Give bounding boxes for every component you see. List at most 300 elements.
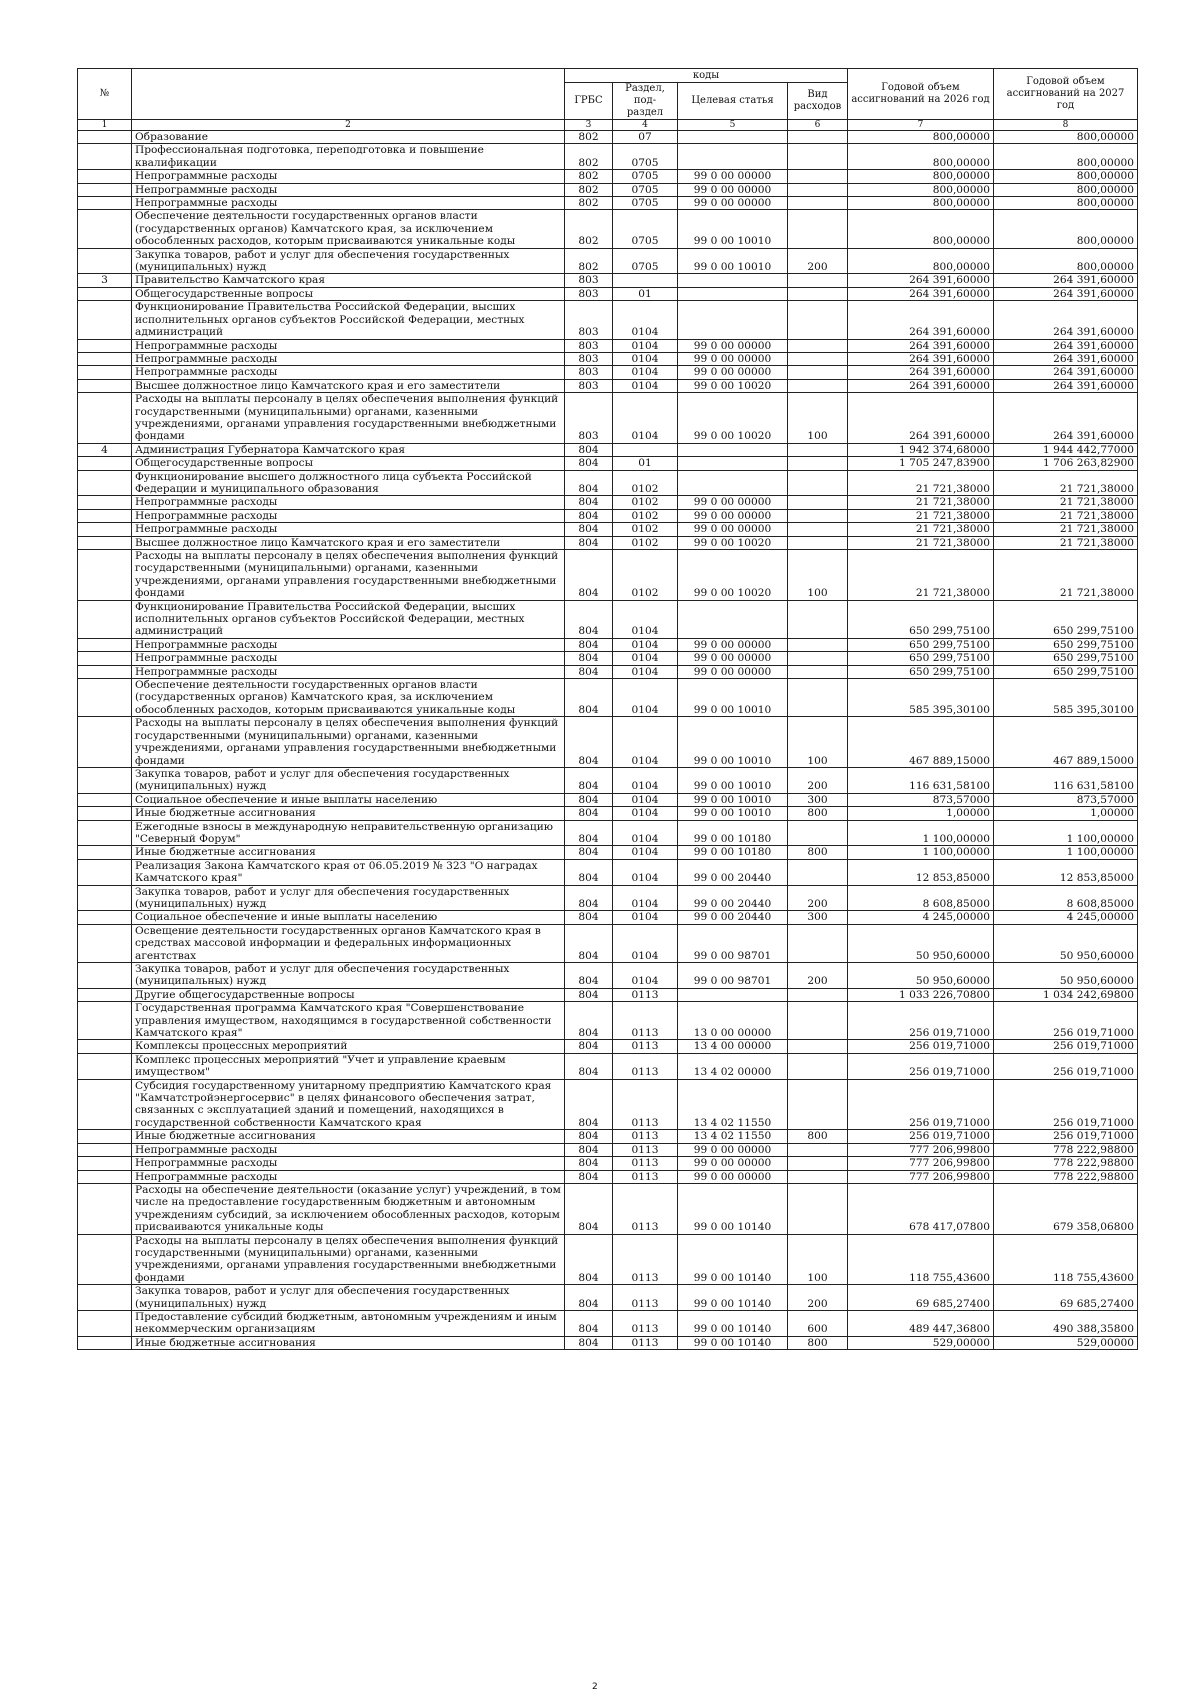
row-grbs: 804 xyxy=(565,443,613,456)
row-name: Правительство Камчатского края xyxy=(132,274,565,287)
row-section: 0104 xyxy=(613,924,678,962)
row-section: 0102 xyxy=(613,550,678,601)
row-grbs: 803 xyxy=(565,339,613,352)
row-target: 99 0 00 10010 xyxy=(678,679,788,717)
row-target: 99 0 00 10010 xyxy=(678,767,788,793)
row-kind: 800 xyxy=(788,1336,848,1349)
row-2027: 256 019,71000 xyxy=(994,1002,1138,1040)
row-2027: 256 019,71000 xyxy=(994,1130,1138,1143)
row-2027: 800,00000 xyxy=(994,210,1138,248)
row-2026: 264 391,60000 xyxy=(848,393,994,444)
row-number xyxy=(78,638,132,651)
page-number: 2 xyxy=(592,1682,598,1692)
row-kind: 200 xyxy=(788,1285,848,1311)
row-grbs: 804 xyxy=(565,859,613,885)
row-section: 0104 xyxy=(613,846,678,859)
row-number xyxy=(78,170,132,183)
table-row xyxy=(78,131,1138,144)
table-row xyxy=(78,197,1138,210)
table-row xyxy=(78,1053,1138,1079)
row-section: 07 xyxy=(613,131,678,144)
row-2027: 778 222,98800 xyxy=(994,1170,1138,1183)
row-number xyxy=(78,509,132,522)
row-number xyxy=(78,988,132,1001)
row-2026: 50 950,60000 xyxy=(848,924,994,962)
row-target: 99 0 00 00000 xyxy=(678,638,788,651)
row-2026: 1 705 247,83900 xyxy=(848,457,994,470)
row-kind xyxy=(788,210,848,248)
row-grbs: 802 xyxy=(565,144,613,170)
row-section: 0113 xyxy=(613,1002,678,1040)
row-number xyxy=(78,924,132,962)
row-name: Освещение деятельности государственных органов Камчатского края в средствах массовой информации и федеральных информационных агентствах xyxy=(132,924,565,962)
row-name: Другие общегосударственные вопросы xyxy=(132,988,565,1001)
row-2026: 264 391,60000 xyxy=(848,366,994,379)
row-number xyxy=(78,470,132,496)
row-name: Закупка товаров, работ и услуг для обеспечения государственных (муниципальных) нужд xyxy=(132,767,565,793)
row-kind: 800 xyxy=(788,846,848,859)
row-2027: 650 299,75100 xyxy=(994,665,1138,678)
row-2026: 12 853,85000 xyxy=(848,859,994,885)
row-2026: 21 721,38000 xyxy=(848,496,994,509)
table-row xyxy=(78,393,1138,444)
row-number xyxy=(78,287,132,300)
row-name: Непрограммные расходы xyxy=(132,170,565,183)
table-row xyxy=(78,443,1138,456)
row-section: 0705 xyxy=(613,197,678,210)
table-row xyxy=(78,509,1138,522)
row-kind xyxy=(788,1143,848,1156)
row-grbs: 804 xyxy=(565,457,613,470)
row-number xyxy=(78,393,132,444)
row-name: Иные бюджетные ассигнования xyxy=(132,1130,565,1143)
row-2026: 800,00000 xyxy=(848,248,994,274)
row-2027: 21 721,38000 xyxy=(994,523,1138,536)
row-section: 0104 xyxy=(613,339,678,352)
row-grbs: 804 xyxy=(565,1053,613,1079)
header-target: Целевая статья xyxy=(678,83,788,120)
row-2026: 650 299,75100 xyxy=(848,600,994,638)
row-kind xyxy=(788,1183,848,1234)
row-2027: 585 395,30100 xyxy=(994,679,1138,717)
colnum: 7 xyxy=(848,120,994,131)
row-kind xyxy=(788,183,848,196)
row-2026: 4 245,00000 xyxy=(848,911,994,924)
table-row xyxy=(78,170,1138,183)
row-name: Предоставление субсидий бюджетным, автономным учреждениям и иным некоммерческим организациям xyxy=(132,1310,565,1336)
row-section: 0113 xyxy=(613,1170,678,1183)
table-row xyxy=(78,550,1138,601)
row-2026: 800,00000 xyxy=(848,183,994,196)
row-kind xyxy=(788,652,848,665)
row-grbs: 802 xyxy=(565,183,613,196)
row-2027: 8 608,85000 xyxy=(994,885,1138,911)
row-section: 0104 xyxy=(613,911,678,924)
row-name: Высшее должностное лицо Камчатского края и его заместители xyxy=(132,379,565,392)
row-number xyxy=(78,885,132,911)
row-grbs: 803 xyxy=(565,379,613,392)
row-2026: 264 391,60000 xyxy=(848,287,994,300)
row-number xyxy=(78,550,132,601)
row-name: Непрограммные расходы xyxy=(132,366,565,379)
row-grbs: 804 xyxy=(565,885,613,911)
row-section: 01 xyxy=(613,457,678,470)
table-row xyxy=(78,679,1138,717)
row-kind: 100 xyxy=(788,717,848,768)
colnum: 3 xyxy=(565,120,613,131)
row-target: 99 0 00 10140 xyxy=(678,1336,788,1349)
row-kind: 200 xyxy=(788,767,848,793)
row-number: 4 xyxy=(78,443,132,456)
table-row xyxy=(78,665,1138,678)
row-target: 99 0 00 10020 xyxy=(678,393,788,444)
row-target: 99 0 00 10020 xyxy=(678,379,788,392)
row-name: Непрограммные расходы xyxy=(132,1143,565,1156)
row-target: 99 0 00 10180 xyxy=(678,820,788,846)
row-number xyxy=(78,1079,132,1130)
table-row xyxy=(78,652,1138,665)
row-target: 99 0 00 00000 xyxy=(678,366,788,379)
row-target: 99 0 00 10140 xyxy=(678,1285,788,1311)
row-2027: 800,00000 xyxy=(994,197,1138,210)
colnum: 2 xyxy=(132,120,565,131)
row-section: 0104 xyxy=(613,820,678,846)
row-number xyxy=(78,911,132,924)
table-row xyxy=(78,859,1138,885)
colnum: 8 xyxy=(994,120,1138,131)
row-2026: 800,00000 xyxy=(848,210,994,248)
row-grbs: 804 xyxy=(565,911,613,924)
row-2027: 264 391,60000 xyxy=(994,287,1138,300)
row-target: 99 0 00 00000 xyxy=(678,352,788,365)
row-2026: 21 721,38000 xyxy=(848,509,994,522)
row-grbs: 803 xyxy=(565,274,613,287)
row-grbs: 802 xyxy=(565,248,613,274)
row-name: Субсидия государственному унитарному предприятию Камчатского края "Камчатстройэнергосервис" в целях финансового обеспечения затрат, связанных с эксплуатацией зданий и помещений, находящихся в государственной собственности Камчатского края xyxy=(132,1079,565,1130)
table-row xyxy=(78,457,1138,470)
row-section: 0102 xyxy=(613,496,678,509)
table-row xyxy=(78,379,1138,392)
row-grbs: 804 xyxy=(565,1336,613,1349)
row-2027: 873,57000 xyxy=(994,793,1138,806)
row-2026: 264 391,60000 xyxy=(848,379,994,392)
row-2027: 256 019,71000 xyxy=(994,1040,1138,1053)
row-section: 0705 xyxy=(613,248,678,274)
row-section: 0113 xyxy=(613,1183,678,1234)
row-number xyxy=(78,210,132,248)
row-name: Закупка товаров, работ и услуг для обеспечения государственных (муниципальных) нужд xyxy=(132,248,565,274)
row-number xyxy=(78,339,132,352)
row-grbs: 804 xyxy=(565,1130,613,1143)
table-row xyxy=(78,1040,1138,1053)
row-2027: 264 391,60000 xyxy=(994,393,1138,444)
row-2026: 1 942 374,68000 xyxy=(848,443,994,456)
row-kind: 600 xyxy=(788,1310,848,1336)
row-target: 99 0 00 10140 xyxy=(678,1234,788,1285)
row-target: 99 0 00 10010 xyxy=(678,807,788,820)
row-grbs: 804 xyxy=(565,470,613,496)
row-grbs: 804 xyxy=(565,1234,613,1285)
row-number xyxy=(78,366,132,379)
row-grbs: 803 xyxy=(565,366,613,379)
row-target: 13 4 02 00000 xyxy=(678,1053,788,1079)
row-kind xyxy=(788,665,848,678)
table-row xyxy=(78,1079,1138,1130)
row-grbs: 804 xyxy=(565,679,613,717)
row-number xyxy=(78,1310,132,1336)
row-2026: 650 299,75100 xyxy=(848,665,994,678)
row-grbs: 804 xyxy=(565,1170,613,1183)
table-row xyxy=(78,536,1138,549)
table-row xyxy=(78,496,1138,509)
table-row xyxy=(78,807,1138,820)
row-2027: 800,00000 xyxy=(994,170,1138,183)
row-section: 0102 xyxy=(613,523,678,536)
row-target: 99 0 00 00000 xyxy=(678,170,788,183)
row-target xyxy=(678,470,788,496)
row-2027: 800,00000 xyxy=(994,144,1138,170)
row-target: 99 0 00 10180 xyxy=(678,846,788,859)
table-row xyxy=(78,366,1138,379)
row-number xyxy=(78,1143,132,1156)
row-number xyxy=(78,1336,132,1349)
row-number xyxy=(78,144,132,170)
row-2027: 679 358,06800 xyxy=(994,1183,1138,1234)
row-number: 3 xyxy=(78,274,132,287)
row-grbs: 804 xyxy=(565,717,613,768)
row-name: Социальное обеспечение и иные выплаты населению xyxy=(132,793,565,806)
row-name: Обеспечение деятельности государственных органов власти (государственных органов) Камчатского края, за исключением обособленных расходов, которым присваиваются уникальные коды xyxy=(132,210,565,248)
row-grbs: 804 xyxy=(565,1285,613,1311)
row-2026: 800,00000 xyxy=(848,197,994,210)
row-number xyxy=(78,183,132,196)
row-section: 0104 xyxy=(613,352,678,365)
row-2026: 69 685,27400 xyxy=(848,1285,994,1311)
colnum: 6 xyxy=(788,120,848,131)
row-kind xyxy=(788,470,848,496)
row-kind xyxy=(788,1079,848,1130)
row-target: 99 0 00 98701 xyxy=(678,963,788,989)
row-section: 0104 xyxy=(613,807,678,820)
row-kind xyxy=(788,170,848,183)
row-2026: 1 100,00000 xyxy=(848,820,994,846)
row-name: Непрограммные расходы xyxy=(132,197,565,210)
row-section: 0113 xyxy=(613,1285,678,1311)
row-grbs: 804 xyxy=(565,963,613,989)
row-2026: 800,00000 xyxy=(848,170,994,183)
table-row xyxy=(78,793,1138,806)
row-number xyxy=(78,197,132,210)
colnum: 1 xyxy=(78,120,132,131)
row-2026: 21 721,38000 xyxy=(848,550,994,601)
row-grbs: 804 xyxy=(565,1183,613,1234)
row-target: 99 0 00 98701 xyxy=(678,924,788,962)
row-kind: 300 xyxy=(788,793,848,806)
table-row xyxy=(78,885,1138,911)
row-number xyxy=(78,496,132,509)
row-grbs: 803 xyxy=(565,301,613,339)
row-kind xyxy=(788,988,848,1001)
row-section: 0104 xyxy=(613,793,678,806)
row-grbs: 802 xyxy=(565,197,613,210)
row-2027: 4 245,00000 xyxy=(994,911,1138,924)
row-name: Обеспечение деятельности государственных органов власти (государственных органов) Камчатского края, за исключением обособленных расходов, которым присваиваются уникальные коды xyxy=(132,679,565,717)
row-kind: 200 xyxy=(788,885,848,911)
budget-table xyxy=(77,68,1138,1350)
row-kind xyxy=(788,352,848,365)
row-section: 0113 xyxy=(613,1310,678,1336)
row-section: 0104 xyxy=(613,393,678,444)
row-section: 0104 xyxy=(613,679,678,717)
row-grbs: 804 xyxy=(565,1040,613,1053)
row-2026: 264 391,60000 xyxy=(848,339,994,352)
table-row xyxy=(78,924,1138,962)
row-grbs: 804 xyxy=(565,652,613,665)
row-number xyxy=(78,717,132,768)
row-target: 13 0 00 00000 xyxy=(678,1002,788,1040)
row-2027: 264 391,60000 xyxy=(994,366,1138,379)
header-grbs: ГРБС xyxy=(565,83,613,120)
row-name: Расходы на выплаты персоналу в целях обеспечения выполнения функций государственными (муниципальными) органами, казенными учреждениями, органами управления государственными внебюджетными фондами xyxy=(132,550,565,601)
row-target: 99 0 00 10140 xyxy=(678,1183,788,1234)
row-2027: 1 706 263,82900 xyxy=(994,457,1138,470)
row-target: 99 0 00 10020 xyxy=(678,550,788,601)
row-2026: 118 755,43600 xyxy=(848,1234,994,1285)
row-kind xyxy=(788,144,848,170)
row-target: 99 0 00 10010 xyxy=(678,793,788,806)
row-name: Непрограммные расходы xyxy=(132,523,565,536)
row-grbs: 804 xyxy=(565,1310,613,1336)
row-target: 99 0 00 00000 xyxy=(678,665,788,678)
table-row xyxy=(78,1234,1138,1285)
header-2027: Годовой объем ассигнований на 2027 год xyxy=(994,69,1138,120)
row-section: 0104 xyxy=(613,859,678,885)
row-name: Иные бюджетные ассигнования xyxy=(132,1336,565,1349)
table-row xyxy=(78,1285,1138,1311)
row-grbs: 804 xyxy=(565,536,613,549)
row-section xyxy=(613,274,678,287)
row-number xyxy=(78,679,132,717)
row-number xyxy=(78,963,132,989)
row-target xyxy=(678,274,788,287)
row-number xyxy=(78,846,132,859)
row-section: 0102 xyxy=(613,536,678,549)
row-section: 0113 xyxy=(613,1079,678,1130)
row-name: Ежегодные взносы в международную неправительственную организацию "Северный Форум" xyxy=(132,820,565,846)
row-grbs: 804 xyxy=(565,550,613,601)
row-number xyxy=(78,665,132,678)
row-2026: 800,00000 xyxy=(848,131,994,144)
row-target: 99 0 00 20440 xyxy=(678,911,788,924)
table-row xyxy=(78,911,1138,924)
row-kind xyxy=(788,1053,848,1079)
header-codes: коды xyxy=(565,69,848,83)
row-number xyxy=(78,1285,132,1311)
table-row xyxy=(78,717,1138,768)
row-name: Иные бюджетные ассигнования xyxy=(132,846,565,859)
row-section: 0113 xyxy=(613,1130,678,1143)
row-section: 0113 xyxy=(613,1336,678,1349)
row-2027: 21 721,38000 xyxy=(994,470,1138,496)
row-target: 99 0 00 00000 xyxy=(678,509,788,522)
row-kind xyxy=(788,820,848,846)
row-2026: 467 889,15000 xyxy=(848,717,994,768)
row-kind: 100 xyxy=(788,550,848,601)
row-2026: 50 950,60000 xyxy=(848,963,994,989)
row-2027: 800,00000 xyxy=(994,131,1138,144)
row-name: Непрограммные расходы xyxy=(132,509,565,522)
table-row xyxy=(78,210,1138,248)
table-row xyxy=(78,248,1138,274)
row-kind xyxy=(788,600,848,638)
row-number xyxy=(78,248,132,274)
row-kind xyxy=(788,287,848,300)
row-target xyxy=(678,301,788,339)
row-number xyxy=(78,600,132,638)
row-2026: 1 033 226,70800 xyxy=(848,988,994,1001)
row-number xyxy=(78,379,132,392)
row-name: Закупка товаров, работ и услуг для обеспечения государственных (муниципальных) нужд xyxy=(132,885,565,911)
row-kind: 800 xyxy=(788,1130,848,1143)
row-name: Функционирование высшего должностного лица субъекта Российской Федерации и муниципального образования xyxy=(132,470,565,496)
table-row xyxy=(78,301,1138,339)
row-grbs: 804 xyxy=(565,924,613,962)
header-name xyxy=(132,69,565,120)
row-2027: 650 299,75100 xyxy=(994,600,1138,638)
table-row xyxy=(78,846,1138,859)
row-number xyxy=(78,131,132,144)
row-2026: 264 391,60000 xyxy=(848,352,994,365)
row-name: Непрограммные расходы xyxy=(132,352,565,365)
row-target: 99 0 00 10010 xyxy=(678,210,788,248)
row-number xyxy=(78,1170,132,1183)
row-number xyxy=(78,652,132,665)
row-number xyxy=(78,767,132,793)
row-2027: 650 299,75100 xyxy=(994,652,1138,665)
row-name: Высшее должностное лицо Камчатского края и его заместители xyxy=(132,536,565,549)
row-target: 99 0 00 00000 xyxy=(678,496,788,509)
row-kind: 100 xyxy=(788,393,848,444)
row-name: Непрограммные расходы xyxy=(132,665,565,678)
row-target: 99 0 00 00000 xyxy=(678,339,788,352)
table-row xyxy=(78,144,1138,170)
row-number xyxy=(78,1053,132,1079)
table-row xyxy=(78,287,1138,300)
row-grbs: 802 xyxy=(565,210,613,248)
row-2027: 1 100,00000 xyxy=(994,820,1138,846)
row-section: 0104 xyxy=(613,767,678,793)
table-row xyxy=(78,1336,1138,1349)
row-2026: 256 019,71000 xyxy=(848,1130,994,1143)
row-grbs: 804 xyxy=(565,496,613,509)
row-section: 0705 xyxy=(613,210,678,248)
row-2027: 1 100,00000 xyxy=(994,846,1138,859)
table-row xyxy=(78,1310,1138,1336)
row-target: 99 0 00 00000 xyxy=(678,1170,788,1183)
row-kind: 800 xyxy=(788,807,848,820)
row-name: Общегосударственные вопросы xyxy=(132,457,565,470)
row-2027: 778 222,98800 xyxy=(994,1143,1138,1156)
row-target xyxy=(678,600,788,638)
table-row xyxy=(78,600,1138,638)
row-2027: 21 721,38000 xyxy=(994,536,1138,549)
row-target: 99 0 00 00000 xyxy=(678,1157,788,1170)
row-2026: 21 721,38000 xyxy=(848,470,994,496)
row-2026: 777 206,99800 xyxy=(848,1157,994,1170)
row-name: Функционирование Правительства Российской Федерации, высших исполнительных органов субъектов Российской Федерации, местных администраций xyxy=(132,600,565,638)
row-2026: 8 608,85000 xyxy=(848,885,994,911)
row-kind: 200 xyxy=(788,963,848,989)
